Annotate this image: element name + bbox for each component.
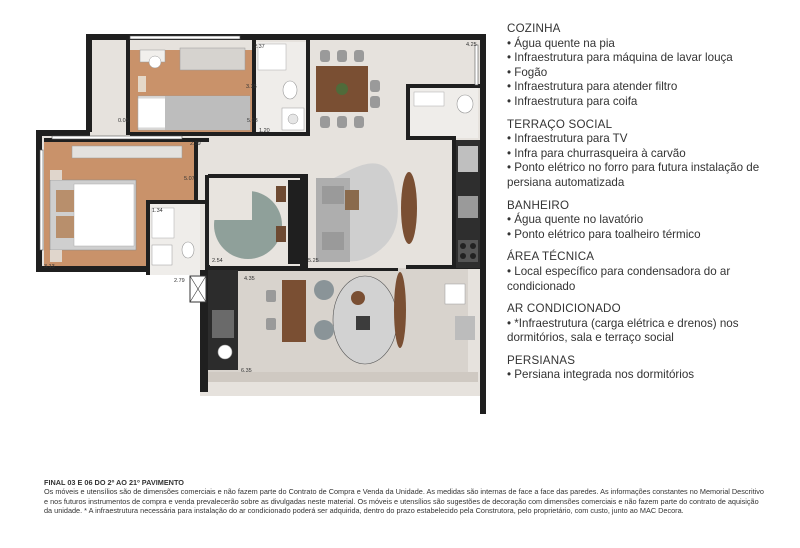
dimension-label: 5.25 (308, 258, 319, 264)
features-list (507, 22, 792, 391)
section-title: COZINHA (507, 22, 561, 35)
feature-item: • Infraestrutura para máquina de lavar louça (507, 51, 733, 65)
section-title: BANHEIRO (507, 198, 570, 212)
feature-section-cozinha (507, 22, 792, 110)
feature-item: • Local específico para condensadora do ar condicionado (507, 264, 731, 293)
footer-text: Os móveis e utensílios são de dimensões comerciais e não fazem parte do Contrato de Compra e Venda da Unidade. As medidas são internas de face a face das paredes. As informações constantes no Memorial Descritivo e nos futuros instrumentos de compra e venda prevalecerão sobre as divulgadas neste material. Os móveis e utensílios são sugestões de decoração com dimensões comerciais e não fazem parte do contrato de aquisição da unidade. * A infraestrutura necessária para instalação do ar condicionado poderá ser adquirida, dentro do prazo estabelecido pela Construtora, pelo proprietário, com custo, junto ao MAC Decora. (44, 487, 764, 515)
dimension-label: 2.37 (254, 44, 265, 50)
dimension-label: 2.79 (174, 278, 185, 284)
dimension-label: 1.34 (152, 208, 163, 214)
feature-item: • Infra para churrasqueira à carvão (507, 146, 686, 160)
dimension-label: 5.07 (184, 176, 195, 182)
footer-title: FINAL 03 E 06 DO 2º AO 21º PAVIMENTO (44, 478, 184, 487)
kitchen-counter (456, 140, 480, 268)
master-bed (50, 180, 136, 250)
dimension-label: 5.03 (247, 118, 258, 124)
section-title: TERRAÇO SOCIAL (507, 117, 613, 131)
dimension-label: 4.25 (466, 42, 477, 48)
section-title: PERSIANAS (507, 353, 576, 367)
floor-plan (0, 0, 500, 420)
feature-section-terraco (507, 118, 792, 191)
feature-item: • Infraestrutura para coifa (507, 94, 638, 108)
feature-item: • Infraestrutura para TV (507, 132, 628, 146)
feature-item: • Água quente no lavatório (507, 213, 644, 227)
dimension-label: 3.13 (44, 264, 55, 270)
dimension-label: 6.35 (241, 368, 252, 374)
feature-section-area-tecnica (507, 250, 792, 294)
feature-section-ar-condicionado (507, 302, 792, 346)
feature-item: • Fogão (507, 65, 548, 79)
feature-item: • *Infraestrutura (carga elétrica e drenos) nos dormitórios, sala e terraço social (507, 316, 739, 345)
feature-item: • Ponto elétrico no forro para futura instalação de persiana automatizada (507, 161, 760, 189)
dimension-label: 2.39 (190, 141, 201, 147)
feature-item: • Infraestrutura para atender filtro (507, 80, 678, 94)
disclaimer-footer (44, 478, 764, 515)
feature-item: • Água quente na pia (507, 36, 615, 50)
dimension-label: 1.20 (259, 128, 270, 134)
section-title: AR CONDICIONADO (507, 302, 621, 316)
feature-item: • Persiana integrada nos dormitórios (507, 368, 695, 382)
dimension-label: 4.35 (244, 276, 255, 282)
feature-section-persianas (507, 354, 792, 383)
section-title: ÁREA TÉCNICA (507, 250, 595, 264)
dimension-label: 0.05 (118, 118, 129, 124)
bed-2 (138, 96, 250, 130)
feature-section-banheiro (507, 199, 792, 243)
dimension-label: 3.35 (246, 84, 257, 90)
feature-item: • Ponto elétrico para toalheiro térmico (507, 227, 701, 241)
dimension-label: 2.54 (212, 258, 223, 264)
